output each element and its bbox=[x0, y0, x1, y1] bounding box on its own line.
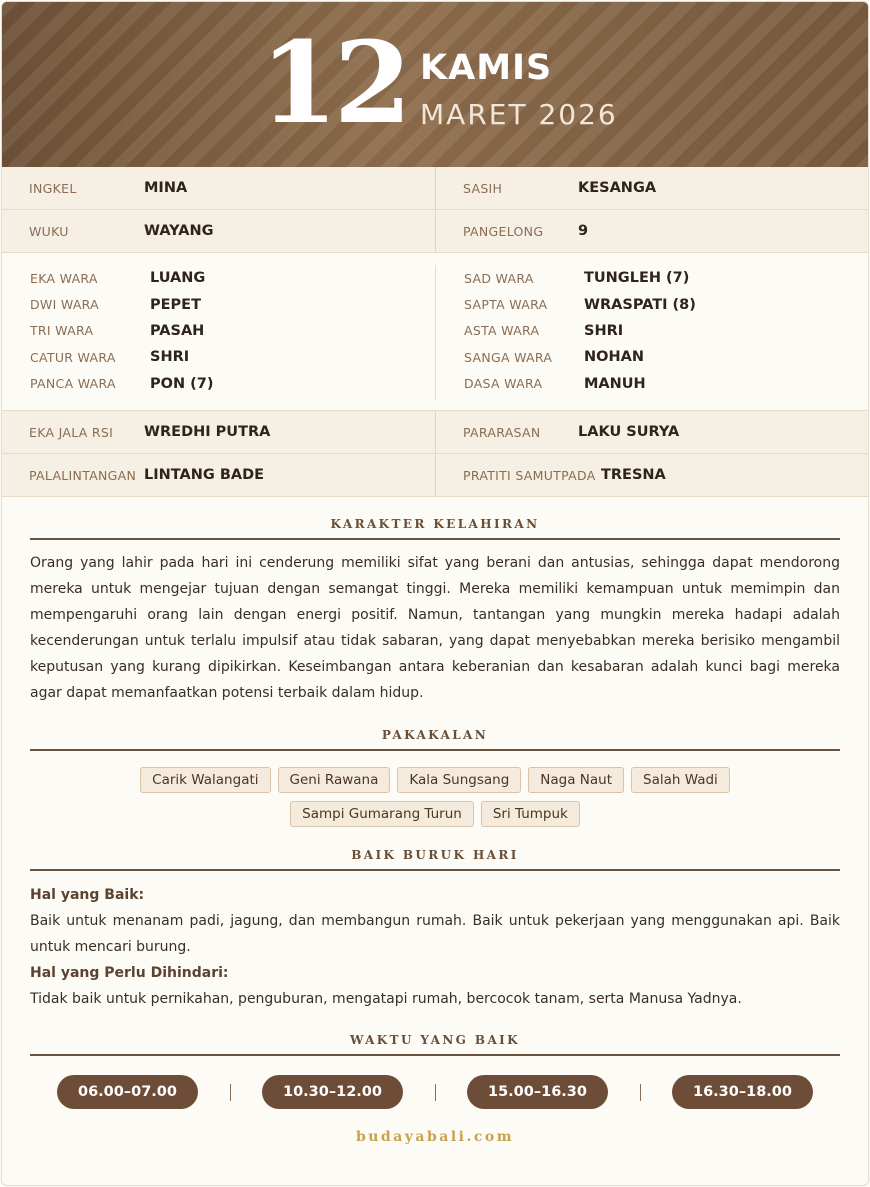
info-cell-wuku bbox=[2, 210, 435, 252]
info-value: TRESNA bbox=[601, 467, 666, 483]
wara-line bbox=[30, 265, 435, 291]
wara-line bbox=[30, 291, 435, 317]
wara-line bbox=[464, 291, 868, 317]
info-cell-pararasan bbox=[435, 411, 868, 453]
info-label: WUKU bbox=[29, 223, 69, 239]
wara-line bbox=[464, 318, 868, 344]
pakakalan-chip: Carik Walangati bbox=[140, 767, 270, 793]
time-slot-pill: 10.30–12.00 bbox=[262, 1075, 403, 1109]
info-value: WREDHI PUTRA bbox=[144, 424, 271, 440]
time-separator bbox=[435, 1084, 436, 1101]
info-cell-palalintangan bbox=[2, 454, 435, 496]
info-label: INGKEL bbox=[29, 180, 77, 196]
wara-label: ASTA WARA bbox=[464, 323, 540, 339]
date-header bbox=[2, 2, 868, 167]
pakakalan-chip: Salah Wadi bbox=[631, 767, 730, 793]
wara-line bbox=[464, 344, 868, 370]
info-row-wuku-pangelong bbox=[2, 210, 868, 253]
wara-line bbox=[30, 371, 435, 397]
time-separator bbox=[640, 1084, 641, 1101]
info-row-palalintangan-pratiti bbox=[2, 454, 868, 497]
wara-label: CATUR WARA bbox=[30, 349, 116, 365]
info-value: LINTANG BADE bbox=[144, 467, 265, 483]
pakakalan-chip: Geni Rawana bbox=[278, 767, 391, 793]
calendar-card bbox=[1, 1, 869, 1186]
info-label: PARARASAN bbox=[463, 424, 541, 440]
time-slot-pill: 16.30–18.00 bbox=[672, 1075, 813, 1109]
info-cell-sasih bbox=[435, 167, 868, 209]
pakakalan-chip: Sampi Gumarang Turun bbox=[290, 801, 474, 827]
info-label: PANGELONG bbox=[463, 223, 544, 239]
info-row-ingkel-sasih bbox=[2, 167, 868, 210]
pakakalan-chips bbox=[2, 767, 868, 827]
wara-line bbox=[464, 265, 868, 291]
good-text: Baik untuk menanam padi, jagung, dan membangun rumah. Baik untuk pekerjaan yang menggunakan api. Baik untuk mencari burung. bbox=[30, 913, 840, 955]
wara-line bbox=[30, 344, 435, 370]
info-value: KESANGA bbox=[578, 180, 657, 196]
pakakalan-chip: Naga Naut bbox=[528, 767, 624, 793]
wara-value: PASAH bbox=[150, 322, 205, 339]
waktu-slots bbox=[2, 1075, 868, 1109]
wara-label: DASA WARA bbox=[464, 376, 543, 392]
info-value: MINA bbox=[144, 180, 188, 196]
month-year: MARET 2026 bbox=[420, 98, 618, 131]
good-heading: Hal yang Baik: bbox=[30, 887, 145, 903]
wara-label: TRI WARA bbox=[30, 323, 94, 339]
footer-site: budayabali.com bbox=[355, 1129, 515, 1145]
day-name: KAMIS bbox=[420, 48, 553, 88]
info-value: LAKU SURYA bbox=[578, 424, 680, 440]
time-slot-pill: 06.00–07.00 bbox=[57, 1075, 198, 1109]
wara-column-right bbox=[435, 265, 868, 400]
info-cell-eka-jala-rsi bbox=[2, 411, 435, 453]
wara-value: MANUH bbox=[584, 375, 646, 392]
wara-grid bbox=[2, 253, 868, 411]
wara-value: PON (7) bbox=[150, 375, 214, 392]
baik-buruk-title: BAIK BURUK HARI bbox=[351, 848, 519, 862]
karakter-title: KARAKTER KELAHIRAN bbox=[330, 517, 540, 531]
info-value: WAYANG bbox=[144, 223, 214, 239]
wara-label: PANCA WARA bbox=[30, 376, 116, 392]
pakakalan-chip: Kala Sungsang bbox=[397, 767, 521, 793]
wara-value: TUNGLEH (7) bbox=[584, 270, 690, 287]
bad-text: Tidak baik untuk pernikahan, penguburan, mengatapi rumah, bercocok tanam, serta Manusa Yadnya. bbox=[30, 991, 742, 1007]
wara-value: LUANG bbox=[150, 270, 206, 287]
pakakalan-title: PAKAKALAN bbox=[381, 728, 489, 742]
time-separator bbox=[230, 1084, 231, 1101]
info-label: PRATITI SAMUTPADA bbox=[463, 467, 596, 483]
wara-line bbox=[30, 318, 435, 344]
wara-value: NOHAN bbox=[584, 349, 644, 366]
info-cell-pangelong bbox=[435, 210, 868, 252]
info-cell-pratiti-samutpada bbox=[435, 454, 868, 496]
wara-value: SHRI bbox=[584, 322, 624, 339]
wara-line bbox=[464, 371, 868, 397]
info-cell-ingkel bbox=[2, 167, 435, 209]
time-slot-pill: 15.00–16.30 bbox=[467, 1075, 608, 1109]
bad-heading: Hal yang Perlu Dihindari: bbox=[30, 965, 229, 981]
waktu-title: WAKTU YANG BAIK bbox=[349, 1033, 521, 1047]
wara-label: DWI WARA bbox=[30, 297, 100, 313]
wara-label: SAD WARA bbox=[464, 270, 534, 286]
info-label: PALALINTANGAN bbox=[29, 467, 137, 483]
wara-value: WRASPATI (8) bbox=[584, 296, 696, 313]
wara-label: SAPTA WARA bbox=[464, 297, 548, 313]
wara-label: SANGA WARA bbox=[464, 349, 553, 365]
wara-label: EKA WARA bbox=[30, 270, 98, 286]
info-label: SASIH bbox=[463, 180, 503, 196]
wara-column-left bbox=[2, 265, 435, 400]
day-number: 12 bbox=[260, 18, 408, 149]
info-value: 9 bbox=[578, 223, 589, 239]
info-label: EKA JALA RSI bbox=[29, 424, 114, 440]
karakter-text: Orang yang lahir pada hari ini cenderung memiliki sifat yang berani dan antusias, sehingga dapat mendorong mereka untuk mengejar tujuan dengan semangat tinggi. Mereka memiliki kemampuan untuk memimpin dan mempengaruhi orang lain dengan energi positif. Namun, tantangan yang mungkin mereka hadapi adalah kecenderungan untuk terlalu impulsif atau tidak sabaran, yang dapat menyebabkan mereka berisiko mengambil keputusan yang kurang dipikirkan. Keseimbangan antara keberanian dan kesabaran adalah kunci bagi mereka agar dapat memanfaatkan potensi terbaik dalam hidup. bbox=[30, 555, 840, 701]
wara-value: SHRI bbox=[150, 349, 190, 366]
pakakalan-chip: Sri Tumpuk bbox=[481, 801, 580, 827]
info-row-jala-pararasan bbox=[2, 411, 868, 454]
wara-value: PEPET bbox=[150, 296, 201, 313]
